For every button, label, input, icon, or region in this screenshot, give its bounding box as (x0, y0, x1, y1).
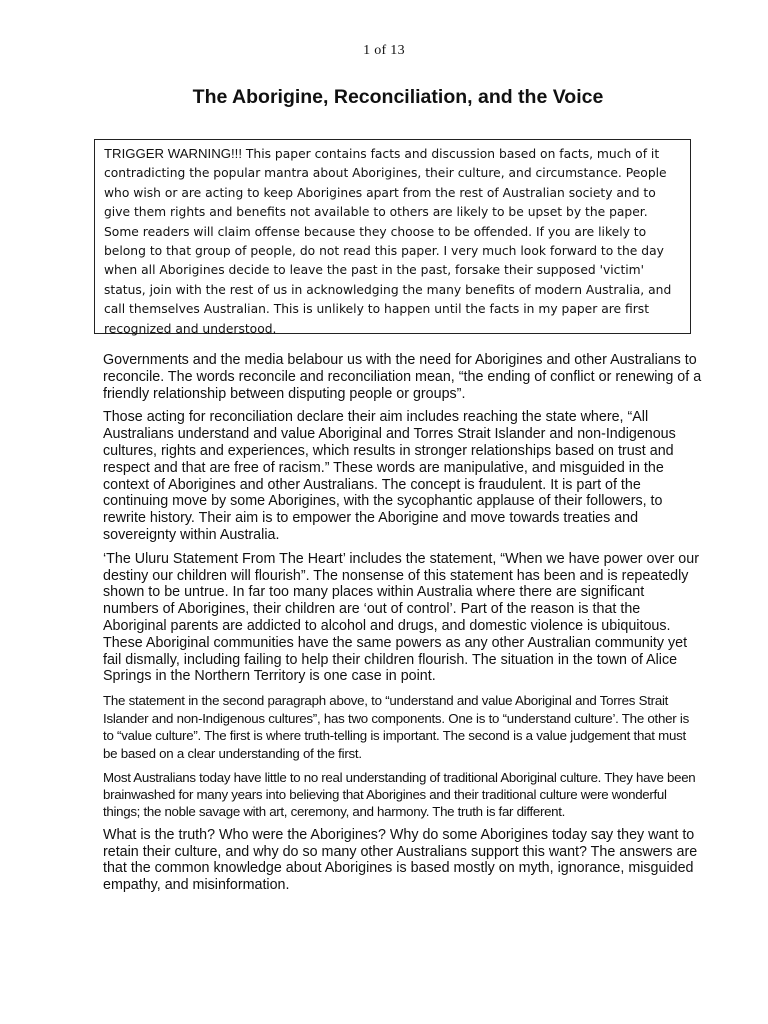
trigger-warning-text: This paper contains facts and discussion based on facts, much of it contradicting the popular mantra about Aborigines, their culture, and circumstance. People who wish or are acting to keep Aborigines apart from the rest of Australian society and to give them rights and benefits not available to others are likely to be upset by the paper. Some readers will claim offense because they choose to be offended. If you are likely to belong to that group of people, do not read this paper. I very much look forward to the day when all Aborigines decide to leave the past in the past, forsake their supposed 'victim' status, join with the rest of us in acknowledging the many benefits of modern Australia, and call themselves Australian. This is unlikely to happen until the facts in my paper are first recognized and understood. (104, 147, 672, 336)
body-text (103, 352, 703, 901)
paragraph-uluru-statement: ‘The Uluru Statement From The Heart’ includes the statement, “When we have power over our destiny our children will flourish”. The nonsense of this statement has been and is repeatedly shown to be untrue. In far too many places within Australia where there are significant numbers of Aborigines, their children are ‘out of control’. Part of the reason is that the Aboriginal parents are addicted to alcohol and drugs, and domestic violence is ubiquitous. These Aboriginal communities have the same powers as any other Australian community yet fail dismally, including failing to help their children flourish. The situation in the town of Alice Springs in the Northern Territory is one case in point. (103, 550, 699, 685)
page-number: 1 of 13 (363, 43, 405, 58)
paragraph-what-is-truth: What is the truth? Who were the Aborigines? Why do some Aborigines today say they want to retain their culture, and why do so many other Australians support this want? The answers are that the common knowledge about Aborigines is based mostly on myth, ignorance, misguided empathy, and misinformation. (103, 826, 698, 894)
trigger-warning-box (94, 139, 691, 334)
page-title: The Aborigine, Reconciliation, and the Voice (192, 86, 604, 108)
paragraph-brainwashed: Most Australians today have little to no real understanding of traditional Aboriginal culture. They have been brainwashed for many years into believing that Aborigines and their traditional culture were wonderful things; the noble savage with art, ceremony, and harmony. The truth is far different. (103, 769, 696, 819)
paragraph-reconcile-definition: Governments and the media belabour us with the need for Aborigines and other Australians to reconcile. The words reconcile and reconciliation mean, “the ending of conflict or renewing of a friendly relationship between disputing people or groups”. (103, 352, 702, 402)
paragraph-two-components: The statement in the second paragraph above, to “understand and value Aboriginal and Torres Strait Islander and non-Indigenous cultures”, has two components. One is to “understand culture’. The other is to “value culture”. The first is where truth-telling is important. The second is a value judgement that must be based on a clear understanding of the first. (103, 693, 690, 761)
trigger-warning-label: TRIGGER WARNING!!! (104, 146, 242, 161)
paragraph-reconciliation-aim: Those acting for reconciliation declare their aim includes reaching the state where, “All Australians understand and value Aboriginal and Torres Strait Islander and non-Indigenous cultures, rights and experiences, which results in stronger relationships based on trust and respect and that are free of racism.” These words are manipulative, and misguided in the context of Aborigines and other Australians. The concept is fraudulent. It is part of the continuing move by some Aborigines, with the sycophantic applause of their followers, to rewrite history. Their aim is to empower the Aborigine and move towards treaties and sovereignty within Australia. (103, 409, 676, 543)
